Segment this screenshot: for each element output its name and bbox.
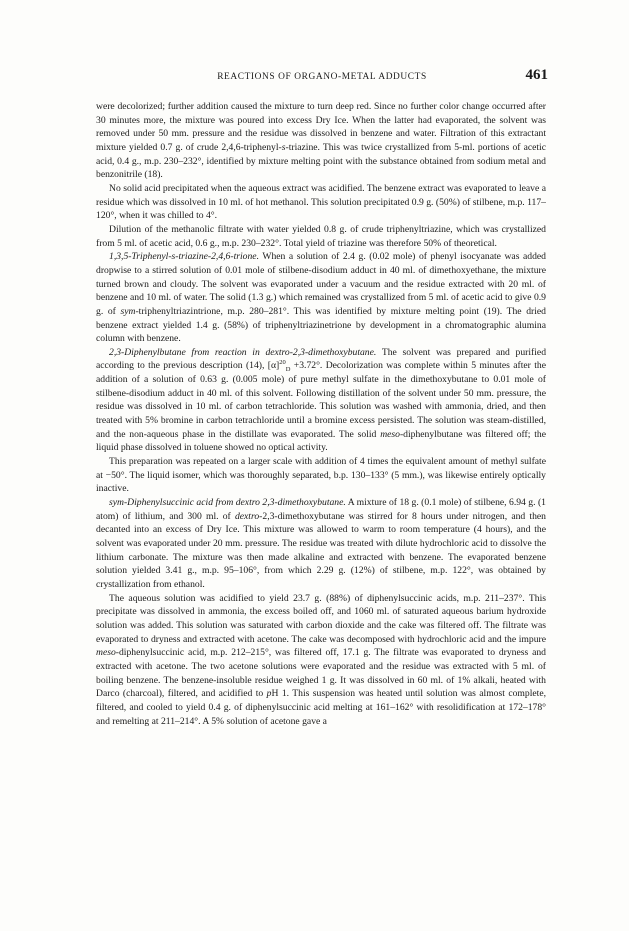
paragraph	[96, 496, 546, 592]
text-run: +3.72°. Decolorization was complete within 5 minutes after the addition of a solution of 0.63 g. (0.005 mole) of pure methyl sulfate in the dimethoxybutane to 0.01 mole of stilbene-disodium adduct in 40 ml. of this solvent. Following distillation of the solvent under 50 mm. pressure, the residue was dissolved in 10 ml. of carbon tetrachloride. This solution was washed with ammonia, dried, and then treated with 5% bromine in carbon tetrachloride until a bromine excess persisted. The solution was steam-distilled, and the non-aqueous phase in the distillate was evaporated. The solid	[96, 360, 546, 440]
italic-text-run: dextro	[234, 510, 260, 522]
text-run: were decolorized; further addition caused the mixture to turn deep red. Since no further color change occurred after 30 minutes more, the mixture was poured into excess Dry Ice. When the latter had evaporated, the solvent was removed under 50 mm. pressure and the residue was dissolved in benzene and water. Filtration of this extractant mixture yielded 0.7 g. of crude 2,4,6-triphenyl-	[96, 101, 546, 153]
text-run: When a solution of 2.4 g. (0.02 mole) of phenyl isocyanate was added dropwise to a stirred solution of 0.01 mole of stilbene-disodium adduct in 40 ml. of dimethoxyethane, the mixture turned brown and cloudy. The solvent was evaporated under a vacuum and the residue extracted with 20 ml. of benzene and 10 ml. of water. The solid (1.3 g.) which remained was crystallized from 5 ml. of acetic acid to give 0.9 g. of	[96, 251, 546, 317]
text-run: The aqueous solution was acidified to yield 23.7 g. (88%) of diphenylsuccinic acids, m.p. 211–237°. This precipitate was dissolved in ammonia, the excess boiled off, and 1060 ml. of saturated aqueous barium hydroxide solution was added. This solution was saturated with carbon dioxide and the cake was filtered off. The filtrate was evaporated to dryness and extracted with acetone. The cake was decomposed with hydrochloric acid and the impure	[96, 592, 546, 645]
text-run: No solid acid precipitated when the aqueous extract was acidified. The benzene extract was evaporated to leave a residue which was dissolved in 10 ml. of hot methanol. This solution precipitated 0.9 g. (50%) of stilbene, m.p. 117–120°, when it was chilled to 4°.	[96, 182, 546, 222]
body-text	[96, 100, 546, 728]
paragraph	[96, 182, 546, 223]
text-run: H 1. This suspension was heated until solution was almost complete, filtered, and cooled to yield 0.4 g. of diphenylsuccinic acid melting at 161–162° with resolidification at 172–178° and remelting at 211–214°. A 5% solution of acetone gave a	[96, 688, 547, 727]
running-head: REACTIONS OF ORGANO-METAL ADDUCTS	[217, 72, 427, 82]
text-run: 20	[279, 359, 286, 367]
italic-text-run: 2,3-Diphenylbutane from reaction in dextro-2,3-dimethoxybutane.	[109, 346, 377, 358]
italic-text-run: s	[281, 141, 286, 153]
text-run: The solvent was prepared and purified according to the previous description (14), [α]	[96, 346, 547, 372]
text-run: D	[285, 366, 291, 374]
text-run: -diphenylsuccinic acid, m.p. 212–215°, was filtered off, 17.1 g. The filtrate was evaporated to dryness and extracted with acetone. The two acetone solutions were evaporated and the residue was extracted with 5 ml. of boiling benzene. The benzene-insoluble residue weighed 1 g. It was dissolved in 60 ml. of 1% alkali, heated with Darco (charcoal), filtered, and acidified to	[96, 647, 546, 700]
text-run: -diphenylbutane was filtered off; the liquid phase dissolved in toluene showed no optical activity.	[96, 428, 546, 454]
page-number: 461	[525, 67, 548, 83]
text-run: -2,3-dimethoxybutane was stirred for 8 hours under nitrogen, and then decanted into an excess of Dry Ice. This mixture was allowed to warm to room temperature (4 hours), and the solvent was evaporated under 20 mm. pressure. The residue was treated with dilute hydrochloric acid to dissolve the lithium carbonate. The mixture was then made alkaline and extracted with benzene. The evaporated benzene solution yielded 3.41 g., m.p. 95–106°, from which 2.29 g. (12%) of stilbene, m.p. 122°, was obtained by crystallization from ethanol.	[96, 510, 546, 590]
paragraph	[96, 592, 546, 729]
paragraph	[96, 100, 546, 182]
text-run: Dilution of the methanolic filtrate with water yielded 0.8 g. of crude triphenyltriazine, which was crystallized from 5 ml. of acetic acid, 0.6 g., m.p. 230–232°. Total yield of triazine was therefore 50% of theoretical.	[96, 223, 546, 249]
italic-text-run: meso	[380, 428, 400, 440]
paragraph	[96, 250, 546, 346]
italic-text-run: sym-Diphenylsuccinic acid from dextro 2,3-dimethoxybutane.	[109, 497, 346, 509]
text-run: A mixture of 18 g. (0.1 mole) of stilbene, 6.94 g. (1 atom) of lithium, and 300 ml. of	[96, 497, 546, 522]
paragraph	[96, 223, 546, 250]
text-run: -triphenyltriazintrione, m.p. 280–281°. This was identified by mixture melting point (19). The dried benzene extract yielded 1.4 g. (58%) of triphenyltriazinetrione by development in a chromatographic alumina column with benzene.	[96, 305, 546, 345]
paragraph	[96, 455, 546, 496]
italic-text-run: sym	[120, 305, 136, 317]
italic-text-run: p	[266, 688, 272, 700]
text-run: This preparation was repeated on a larger scale with addition of 4 times the equivalent amount of methyl sulfate at −50°. The liquid isomer, which was thoroughly separated, b.p. 130–133° (5 mm.), was likewise entirely optically inactive.	[96, 456, 546, 495]
page-header	[96, 67, 548, 90]
italic-text-run: meso	[96, 647, 116, 659]
text-run: -triazine. This was twice crystallized from 5-ml. portions of acetic acid, 0.4 g., m.p. 230–232°, identified by mixture melting point with the substance obtained from sodium metal and benzonitrile (18).	[96, 141, 547, 181]
italic-text-run: 1,3,5-Triphenyl-s-triazine-2,4,6-trione.	[109, 251, 259, 263]
paragraph	[96, 346, 546, 455]
